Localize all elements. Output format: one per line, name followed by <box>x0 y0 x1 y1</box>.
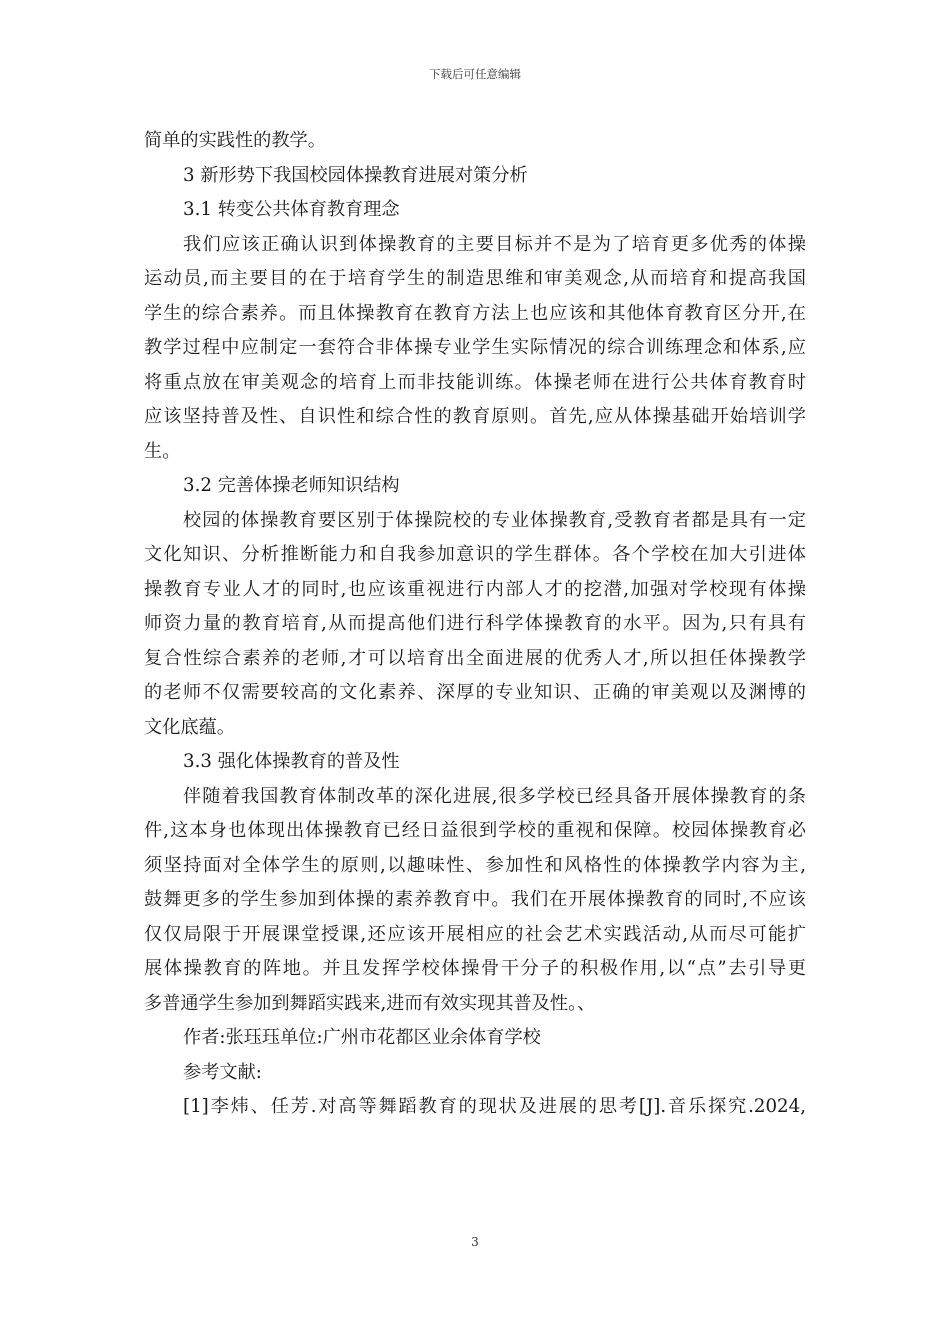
text-line: 须坚持面对全体学生的原则,以趣味性、参加性和风格性的体操教学内容为主, <box>144 854 806 876</box>
text-line: 展体操教育的阵地。并且发挥学校体操骨干分子的积极作用,以“点”去引导更 <box>144 958 806 979</box>
text-line: 操教育专业人才的同时,也应该重视进行内部人才的挖潜,加强对学校现有体操 <box>144 578 806 600</box>
page-number: 3 <box>471 1235 479 1249</box>
text-line: 仅仅局限于开展课堂授课,还应该开展相应的社会艺术实践活动,从而尽可能扩 <box>144 923 806 945</box>
document-body <box>144 124 806 1125</box>
text-line: 应该坚持普及性、自识性和综合性的教育原则。首先,应从体操基础开始培训学 <box>144 406 806 427</box>
text-line: 参考文献: <box>183 1061 262 1083</box>
text-line: 3.2 完善体操老师知识结构 <box>183 475 400 496</box>
text-line: 简单的实践性的教学。 <box>144 130 326 151</box>
text-line: 作者:张珏珏单位:广州市花都区业余体育学校 <box>183 1027 541 1048</box>
text-line: 我们应该正确认识到体操教育的主要目标并不是为了培育更多优秀的体操 <box>183 233 806 255</box>
text-line: 将重点放在审美观念的培育上而非技能训练。体操老师在进行公共体育教育时 <box>144 371 806 393</box>
text-line: 复合性综合素养的老师,才可以培育出全面进展的优秀人才,所以担任体操教学 <box>144 647 806 669</box>
text-line: 文化底蕴。 <box>144 716 235 738</box>
text-line: 师资力量的教育培育,从而提高他们进行科学体操教育的水平。因为,只有具有 <box>144 613 806 634</box>
text-line: 校园的体操教育要区别于体操院校的专业体操教育,受教育者都是具有一定 <box>183 509 806 531</box>
text-line: 3.3 强化体操教育的普及性 <box>183 751 400 772</box>
text-line: 教学过程中应制定一套符合非体操专业学生实际情况的综合训练理念和体系,应 <box>144 337 806 358</box>
page-header: 下载后可任意编辑 <box>429 67 521 81</box>
text-line: 伴随着我国教育体制改革的深化进展,很多学校已经具备开展体操教育的条 <box>183 785 806 807</box>
text-line: 学生的综合素养。而且体操教育在教育方法上也应该和其他体育教育区分开,在 <box>144 302 806 324</box>
text-line: 件,这本身也体现出体操教育已经日益很到学校的重视和保障。校园体操教育必 <box>144 820 806 841</box>
text-line: 文化知识、分析推断能力和自我参加意识的学生群体。各个学校在加大引进体 <box>144 544 806 565</box>
text-line: 运动员,而主要目的在于培育学生的制造思维和审美观念,从而培育和提高我国 <box>144 268 806 289</box>
text-line: 的老师不仅需要较高的文化素养、深厚的专业知识、正确的审美观以及渊博的 <box>144 682 806 703</box>
text-line: 多普通学生参加到舞蹈实践来,进而有效实现其普及性。、 <box>144 992 596 1014</box>
text-line: 鼓舞更多的学生参加到体操的素养教育中。我们在开展体操教育的同时,不应该 <box>144 889 806 910</box>
text-line: 生。 <box>144 440 181 462</box>
text-line: 3 新形势下我国校园体操教育进展对策分析 <box>183 164 528 186</box>
text-line: [1]李炜、任芳.对高等舞蹈教育的现状及进展的思考[J].音乐探究.2024, <box>183 1096 806 1117</box>
text-line: 3.1 转变公共体育教育理念 <box>183 199 400 220</box>
